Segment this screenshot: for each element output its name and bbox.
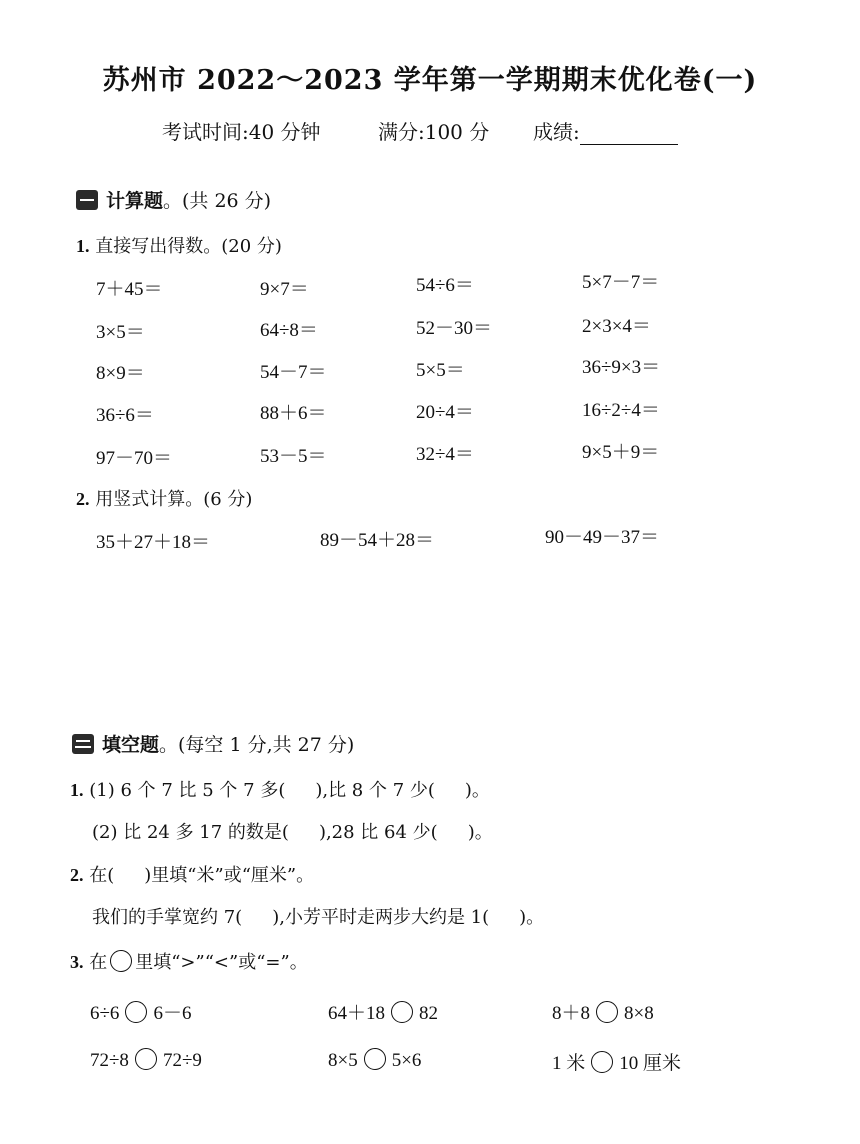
calc-expr: 7＋45＝ bbox=[96, 279, 163, 300]
s2-q2-line1 bbox=[70, 861, 314, 887]
compare-circle[interactable] bbox=[596, 1001, 618, 1023]
calc-expr: 9×7＝ bbox=[260, 279, 309, 300]
calc-expr: 16÷2÷4＝ bbox=[582, 400, 660, 421]
compare-right: 82 bbox=[419, 1003, 439, 1024]
section1-note: 。(共 26 分) bbox=[163, 190, 272, 212]
compare-item bbox=[328, 1048, 421, 1072]
page-title: 苏州市 2022～2023 学年第一学期期末优化卷(一) bbox=[102, 65, 758, 96]
fill-text: (1) 6 个 7 比 5 个 7 多( bbox=[89, 780, 286, 801]
compare-circle[interactable] bbox=[391, 1001, 413, 1023]
compare-left: 72÷8 bbox=[90, 1050, 129, 1071]
calc-expr: 53－5＝ bbox=[260, 446, 327, 467]
fill-text: ),28 比 64 少( bbox=[318, 822, 438, 843]
compare-item bbox=[90, 998, 191, 1025]
exam-time: 考试时间:40 分钟 bbox=[162, 120, 321, 144]
compare-circle-icon bbox=[110, 950, 132, 972]
compare-left: 64＋18 bbox=[328, 1003, 386, 1024]
s1-q1 bbox=[76, 232, 282, 258]
compare-right: 10 厘米 bbox=[619, 1053, 682, 1074]
fill-text: ),比 8 个 7 少( bbox=[315, 780, 435, 801]
compare-circle[interactable] bbox=[125, 1001, 147, 1023]
score-blank[interactable] bbox=[580, 124, 678, 145]
compare-left: 8＋8 bbox=[552, 1003, 591, 1024]
section2-note: 。(每空 1 分,共 27 分) bbox=[159, 734, 355, 756]
calc-expr: 36÷9×3＝ bbox=[582, 357, 661, 378]
fill-text: 在( bbox=[89, 865, 115, 886]
compare-item bbox=[552, 998, 654, 1025]
calc-expr: 52－30＝ bbox=[416, 318, 493, 339]
score-label: 成绩: bbox=[533, 120, 580, 144]
s2-q1-num: 1. bbox=[70, 780, 84, 800]
calc-expr: 36÷6＝ bbox=[96, 405, 154, 426]
calc-expr: 64÷8＝ bbox=[260, 320, 318, 341]
calc-expr: 5×7－7＝ bbox=[582, 272, 660, 293]
vertical-calc-expr: 90－49－37＝ bbox=[545, 527, 660, 548]
calc-expr: 9×5＋9＝ bbox=[582, 442, 660, 463]
compare-right: 8×8 bbox=[624, 1003, 654, 1024]
calc-expr: 20÷4＝ bbox=[416, 402, 474, 423]
compare-item bbox=[328, 998, 438, 1025]
section-one-icon bbox=[76, 190, 98, 210]
full-score: 满分:100 分 bbox=[378, 120, 490, 144]
section2-title: 填空题 bbox=[102, 734, 160, 756]
s1-q1-text: 直接写出得数。(20 分) bbox=[95, 236, 282, 257]
calc-expr: 2×3×4＝ bbox=[582, 316, 651, 337]
fill-text: 我们的手掌宽约 7( bbox=[92, 907, 243, 928]
calc-expr: 88＋6＝ bbox=[260, 403, 327, 424]
s2-q3-num: 3. bbox=[70, 952, 84, 972]
vertical-calc-expr: 89－54＋28＝ bbox=[320, 530, 435, 551]
fill-text: 里填“>”“<”或“=”。 bbox=[135, 952, 308, 973]
calc-expr: 54－7＝ bbox=[260, 362, 327, 383]
s1-q1-num: 1. bbox=[76, 236, 90, 256]
fill-text: (2) 比 24 多 17 的数是( bbox=[92, 822, 289, 843]
fill-text: )里填“米”或“厘米”。 bbox=[144, 865, 315, 886]
calc-expr: 3×5＝ bbox=[96, 322, 145, 343]
compare-right: 6－6 bbox=[153, 1003, 192, 1024]
compare-left: 6÷6 bbox=[90, 1003, 120, 1024]
fill-text: )。 bbox=[464, 780, 490, 801]
compare-right: 72÷9 bbox=[162, 1050, 202, 1071]
score-field bbox=[533, 116, 678, 145]
compare-right: 5×6 bbox=[391, 1050, 422, 1071]
calc-expr: 32÷4＝ bbox=[416, 444, 474, 465]
compare-circle[interactable] bbox=[135, 1048, 157, 1070]
compare-circle[interactable] bbox=[591, 1051, 613, 1073]
calc-expr: 5×5＝ bbox=[416, 360, 465, 381]
compare-circle[interactable] bbox=[364, 1048, 386, 1070]
s1-q2-num: 2. bbox=[76, 489, 90, 509]
section1-title: 计算题 bbox=[106, 190, 164, 212]
compare-item bbox=[90, 1048, 202, 1072]
s2-q3-line bbox=[70, 948, 308, 974]
s2-q1-line1 bbox=[70, 776, 490, 802]
calc-expr: 8×9＝ bbox=[96, 363, 145, 384]
vertical-calc-expr: 35＋27＋18＝ bbox=[96, 532, 211, 553]
s2-q2-line2 bbox=[92, 903, 544, 929]
section-two-icon bbox=[72, 734, 94, 754]
compare-item bbox=[552, 1048, 681, 1075]
fill-text: )。 bbox=[467, 822, 493, 843]
fill-text: )。 bbox=[519, 907, 545, 928]
calc-expr: 97－70＝ bbox=[96, 448, 173, 469]
section1-heading bbox=[76, 186, 271, 213]
calc-expr: 54÷6＝ bbox=[416, 275, 474, 296]
fill-text: ),小芳平时走两步大约是 1( bbox=[272, 907, 490, 928]
s2-q2-num: 2. bbox=[70, 865, 84, 885]
compare-left: 8×5 bbox=[328, 1050, 358, 1071]
section2-heading bbox=[72, 730, 354, 757]
s2-q1-line2 bbox=[92, 818, 493, 844]
compare-left: 1 米 bbox=[552, 1053, 586, 1074]
s1-q2-text: 用竖式计算。(6 分) bbox=[95, 489, 253, 510]
s1-q2 bbox=[76, 485, 252, 511]
fill-text: 在 bbox=[89, 952, 108, 973]
